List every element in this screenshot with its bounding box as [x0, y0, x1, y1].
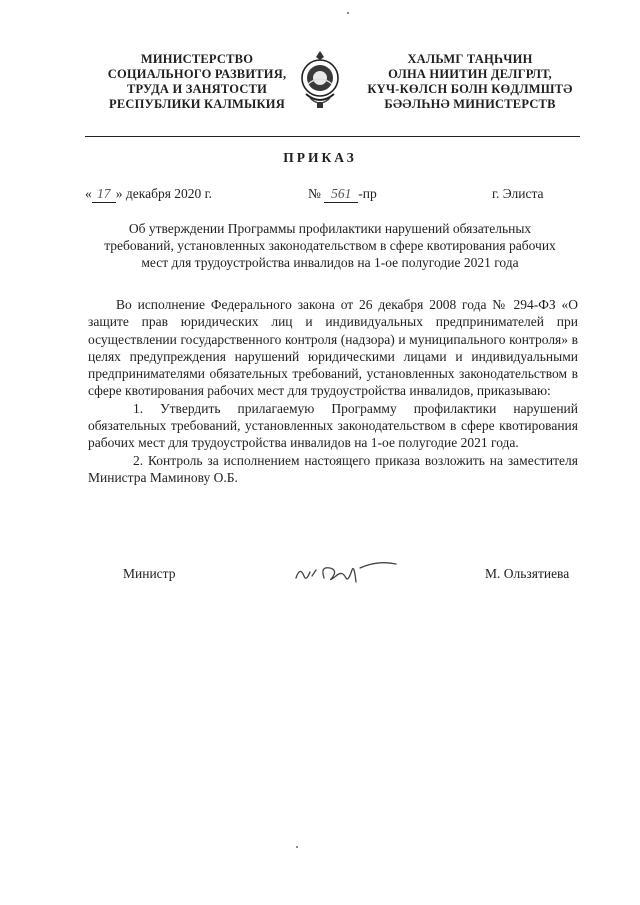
date-quote-open: « — [85, 186, 92, 201]
order-city: г. Элиста — [492, 186, 544, 201]
number-suffix: -пр — [358, 186, 377, 201]
header-left-line: ТРУДА И ЗАНЯТОСТИ — [126, 82, 268, 96]
header-left-ministry-name — [72, 52, 322, 112]
handwritten-signature — [290, 556, 400, 588]
number-label: № — [308, 186, 321, 201]
order-body — [88, 296, 578, 486]
signatory-name: М. Ользятиева — [485, 566, 570, 581]
header-left-line: МИНИСТЕРСТВО — [140, 52, 254, 66]
order-number — [308, 186, 377, 203]
signatory-position: Министр — [123, 566, 176, 581]
coat-of-arms-emblem — [298, 48, 342, 112]
scan-speck — [296, 846, 298, 848]
body-intro-paragraph: Во исполнение Федерального закона от 26 декабря 2008 года № 294-ФЗ «О защите прав юридических лиц и индивидуальных предпринимателей при осуществлении государственного контроля (надзора) и муниципального контроля» в целях предупреждения нарушений юридическими лицами и индивидуальными предпринимателями обязательных требований, установленных законодательством в сфере квотирования рабочих мест для трудоустройства инвалидов, приказываю: — [88, 297, 578, 399]
header-left-line: РЕСПУБЛИКИ КАЛМЫКИЯ — [109, 97, 285, 111]
order-date — [85, 186, 212, 203]
header-right-line: ХАЛЬМГ ТАҢҺЧИН — [407, 52, 533, 66]
date-day: 17 — [92, 186, 116, 203]
header-left-line: СОЦИАЛЬНОГО РАЗВИТИЯ, — [107, 67, 287, 81]
body-item-1: 1. Утвердить прилагаемую Программу профилактики нарушений обязательных требований, установленных законодательством в сфере квотирования рабочих мест для трудоустройства инвалидов на 1-ое полугодие 2021 года. — [88, 400, 578, 451]
date-rest: » декабря 2020 г. — [115, 186, 213, 201]
header-right-ministry-name — [340, 52, 600, 112]
body-item-2: 2. Контроль за исполнением настоящего приказа возложить на заместителя Министра Маминову О.Б. — [88, 452, 578, 485]
header-right-line: БӘӘЛҺНӘ МИНИСТЕРСТВ — [384, 97, 556, 111]
header-divider — [85, 136, 580, 137]
header-right-line: КҮЧ-КӨЛСН БОЛН КӨДЛМШТӘ — [367, 82, 573, 96]
order-subject: Об утверждении Программы профилактики нарушений обязательных требований, установленных законодательством в сфере квотирования рабочих мест для трудоустройства инвалидов на 1-ое полугодие 2021 года — [104, 221, 556, 270]
scan-speck — [347, 12, 349, 14]
header-right-line: ОЛНА НИИТИН ДЕЛГРЛТ, — [388, 67, 552, 81]
number-value: 561 — [324, 186, 358, 203]
document-title: ПРИКАЗ — [283, 150, 357, 165]
